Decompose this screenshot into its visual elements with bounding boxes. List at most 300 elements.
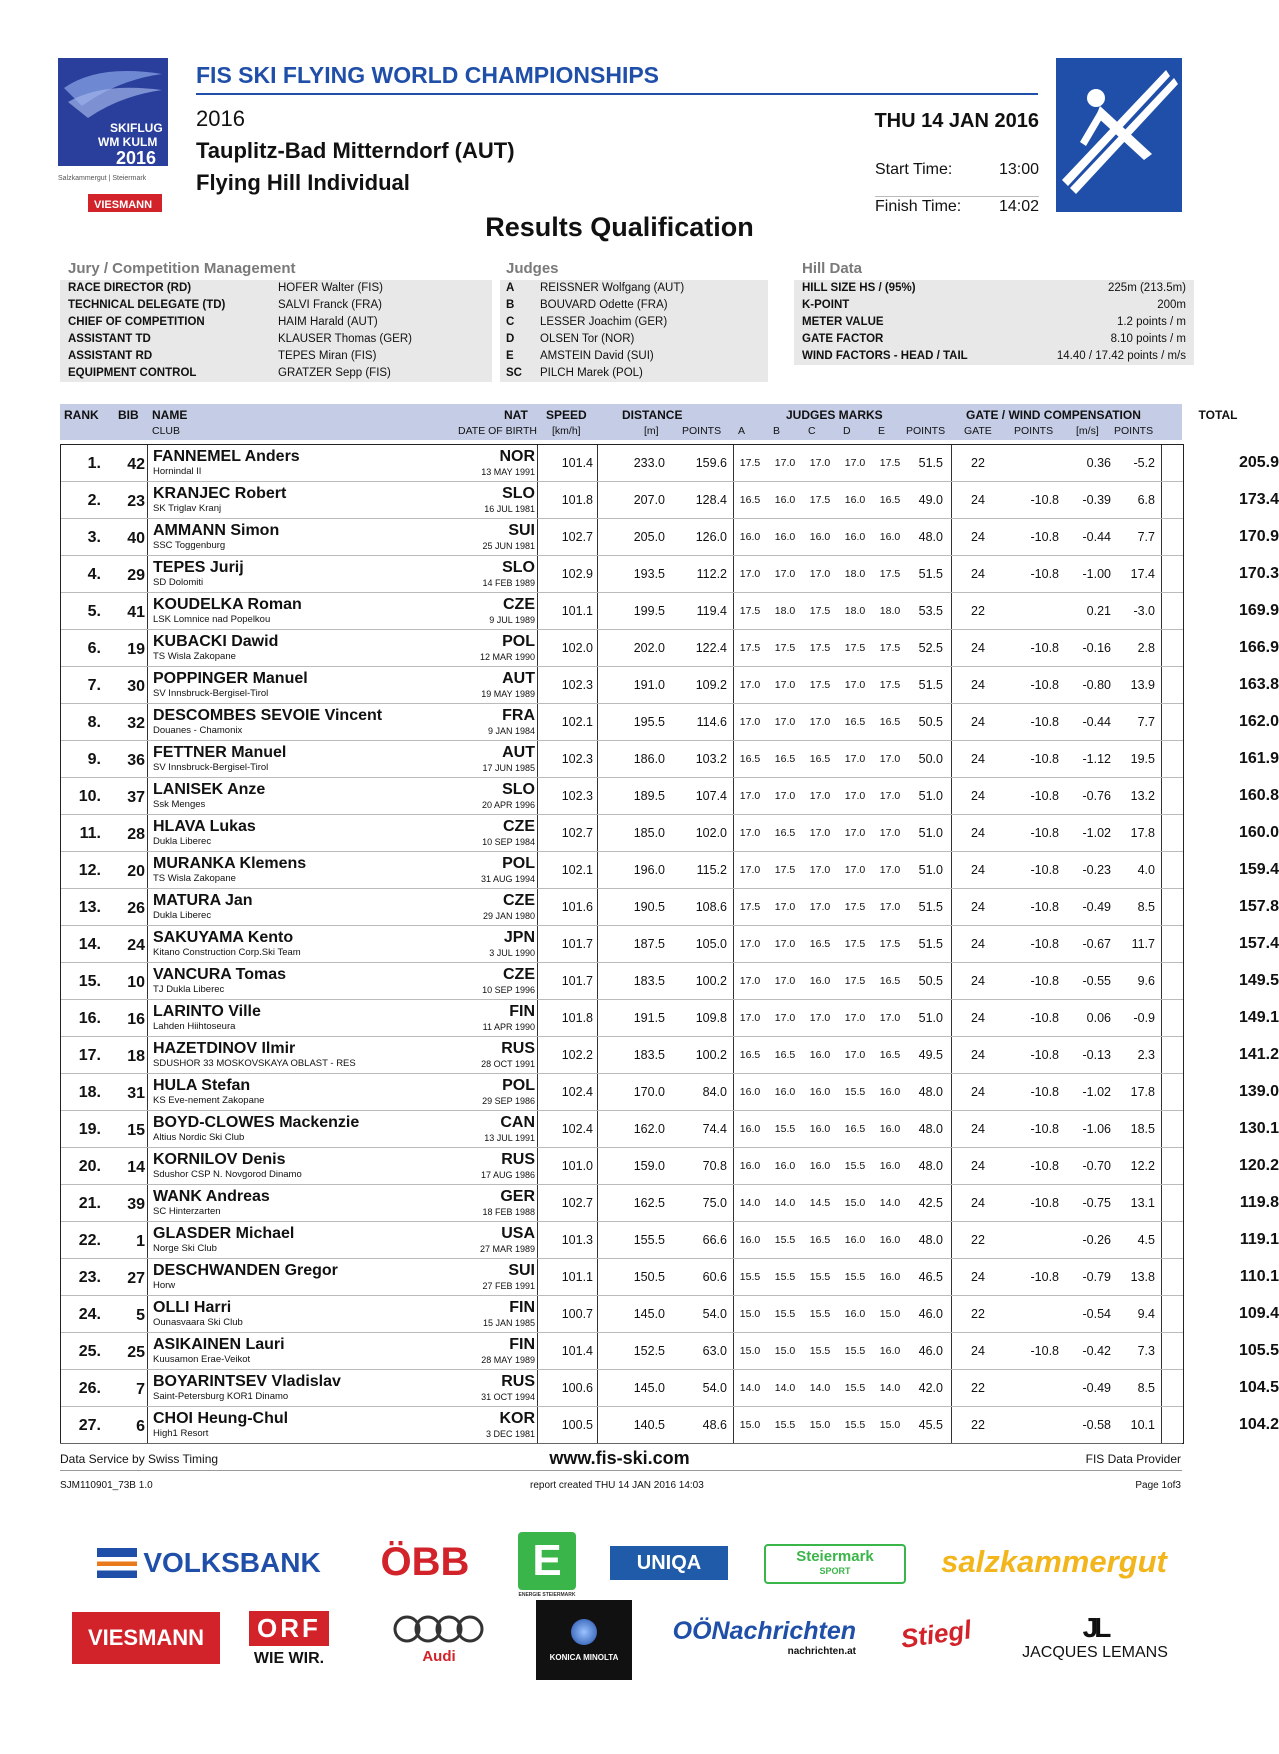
judges-row-value: BOUVARD Odette (FRA) (540, 299, 668, 311)
cell-judge-mark: 17.0 (844, 790, 866, 802)
table-row (61, 630, 1279, 667)
cell-speed: 102.0 (561, 641, 593, 655)
table-row (61, 741, 1279, 778)
cell-speed: 100.6 (561, 1381, 593, 1395)
cell-judge-mark: 17.0 (739, 679, 761, 691)
cell-judge-mark: 14.0 (739, 1382, 761, 1394)
cell-club: LSK Lomnice nad Popelkou (153, 614, 271, 625)
cell-total: 205.9 (1238, 454, 1279, 471)
cell-jpts: 53.5 (918, 604, 943, 618)
cell-speed: 101.8 (561, 493, 593, 507)
cell-rank: 17. (78, 1047, 101, 1064)
cell-judge-mark: 16.0 (844, 531, 866, 543)
table-row (61, 889, 1279, 926)
col-wind-points: POINTS (1114, 425, 1154, 437)
cell-name: ASIKAINEN Lauri (153, 1336, 285, 1353)
cell-dist: 186.0 (633, 752, 665, 766)
cell-rank: 10. (78, 788, 101, 805)
cell-judge-mark: 17.0 (844, 679, 866, 691)
cell-club: Horw (153, 1280, 176, 1291)
cell-judge-mark: 15.5 (774, 1123, 796, 1135)
cell-dpts: 70.8 (702, 1159, 727, 1173)
cell-dpts: 115.2 (696, 863, 727, 877)
judges-row (506, 331, 768, 348)
cell-nat: SLO (502, 559, 535, 576)
cell-total: 169.9 (1238, 602, 1279, 619)
judges-row-value: LESSER Joachim (GER) (540, 316, 668, 328)
cell-club: Ounasvaara Ski Club (153, 1317, 243, 1328)
cell-total: 160.8 (1238, 787, 1279, 804)
cell-dist: 183.5 (633, 1048, 665, 1062)
cell-nat: CAN (500, 1114, 535, 1131)
sponsor-volksbank-label: VOLKSBANK (143, 1547, 321, 1578)
cell-gate: 24 (971, 641, 985, 655)
cell-judge-mark: 17.0 (809, 827, 831, 839)
col-speed-unit: [km/h] (552, 425, 581, 437)
cell-judge-mark: 15.0 (774, 1345, 796, 1357)
cell-speed: 101.3 (561, 1233, 593, 1247)
cell-judge-mark: 16.0 (739, 531, 761, 543)
jury-row (68, 331, 492, 348)
cell-gpts: -10.8 (1030, 678, 1059, 692)
cell-name: KORNILOV Denis (153, 1151, 286, 1168)
cell-speed: 101.4 (561, 1344, 593, 1358)
cell-club: TJ Dukla Liberec (153, 984, 225, 995)
cell-ms: -0.70 (1082, 1159, 1111, 1173)
cell-jpts: 42.5 (918, 1196, 943, 1210)
cell-judge-mark: 15.5 (774, 1271, 796, 1283)
sponsor-steiermark (764, 1544, 906, 1584)
cell-total: 166.9 (1238, 639, 1279, 656)
cell-dist: 150.5 (633, 1270, 665, 1284)
cell-wpts: 7.7 (1137, 530, 1155, 544)
cell-nat: POL (502, 855, 535, 872)
cell-total: 170.9 (1238, 528, 1279, 545)
cell-judge-mark: 17.0 (739, 975, 761, 987)
cell-gpts: -10.8 (1030, 789, 1059, 803)
cell-total: 109.4 (1238, 1305, 1279, 1322)
cell-judge-mark: 16.5 (739, 494, 761, 506)
cell-ms: -1.06 (1082, 1122, 1111, 1136)
cell-judge-mark: 17.0 (774, 901, 796, 913)
cell-gpts: -10.8 (1030, 752, 1059, 766)
start-time-label: Start Time: (875, 161, 953, 178)
hill-row (802, 297, 1186, 314)
cell-gpts (1003, 1296, 1059, 1332)
hill-row-key: METER VALUE (802, 316, 884, 328)
cell-nat: USA (501, 1225, 535, 1242)
jury-row (68, 297, 492, 314)
cell-name: LANISEK Anze (153, 781, 266, 798)
cell-bib: 26 (127, 900, 145, 917)
jury-row-value: SALVI Franck (FRA) (278, 299, 382, 311)
cell-total: 149.1 (1238, 1009, 1279, 1026)
volksbank-icon (97, 1548, 137, 1578)
cell-jpts: 50.5 (918, 715, 943, 729)
cell-bib: 10 (127, 974, 145, 991)
cell-dist: 140.5 (633, 1418, 665, 1432)
cell-wpts: 4.0 (1137, 863, 1155, 877)
cell-nat: AUT (502, 670, 535, 687)
jury-row-key: RACE DIRECTOR (RD) (68, 282, 192, 294)
cell-total: 163.8 (1238, 676, 1279, 693)
hill-row-key: WIND FACTORS - HEAD / TAIL (802, 350, 968, 362)
cell-jpts: 48.0 (918, 1122, 943, 1136)
cell-speed: 102.9 (561, 567, 593, 581)
cell-rank: 1. (87, 455, 101, 472)
cell-nat: GER (500, 1188, 535, 1205)
judges-row-value: PILCH Marek (POL) (540, 367, 643, 379)
cell-bib: 25 (127, 1344, 145, 1361)
cell-name: WANK Andreas (153, 1188, 270, 1205)
championship-title: FIS SKI FLYING WORLD CHAMPIONSHIPS (196, 62, 660, 88)
jury-row-value: GRATZER Sepp (FIS) (278, 367, 391, 379)
table-row (61, 704, 1279, 741)
col-judge-b: B (773, 425, 781, 437)
cell-wpts: -3.0 (1133, 604, 1155, 618)
col-judges-points: POINTS (906, 425, 946, 437)
sponsor-energie-sub: ENERGIE STEIERMARK (518, 1592, 576, 1598)
cell-rank: 5. (87, 603, 101, 620)
cell-gpts: -10.8 (1030, 826, 1059, 840)
cell-judge-mark: 17.0 (809, 790, 831, 802)
hill-row-key: GATE FACTOR (802, 333, 884, 345)
cell-jpts: 49.0 (918, 493, 943, 507)
cell-judge-mark: 17.0 (774, 1012, 796, 1024)
cell-judge-mark: 17.5 (879, 679, 901, 691)
cell-dpts: 109.2 (695, 678, 727, 692)
table-row (61, 1000, 1279, 1037)
cell-name: HAZETDINOV Ilmir (153, 1040, 296, 1057)
fis-website-link[interactable]: www.fis-ski.com (549, 1448, 690, 1468)
cell-club: SDUSHOR 33 MOSKOVSKAYA OBLAST - RES (153, 1058, 356, 1069)
cell-jpts: 48.0 (918, 530, 943, 544)
cell-judge-mark: 16.0 (739, 1086, 761, 1098)
cell-judge-mark: 17.0 (879, 753, 901, 765)
cell-total: 170.3 (1238, 565, 1279, 582)
cell-judge-mark: 17.5 (844, 901, 866, 913)
table-row (61, 1222, 1279, 1259)
cell-ms: -0.39 (1082, 493, 1111, 507)
cell-dist: 162.5 (633, 1196, 665, 1210)
cell-name: MATURA Jan (153, 892, 253, 909)
cell-total: 159.4 (1238, 861, 1279, 878)
sponsor-orf (244, 1606, 334, 1672)
cell-dpts: 107.4 (695, 789, 727, 803)
col-speed: SPEED (546, 408, 587, 422)
cell-judge-mark: 16.0 (809, 975, 831, 987)
col-name: NAME (152, 408, 188, 422)
cell-dob: 3 DEC 1981 (485, 1429, 535, 1439)
cell-name: LARINTO Ville (153, 1003, 261, 1020)
cell-judge-mark: 16.0 (844, 1308, 866, 1320)
sponsor-oon-label: OÖNachrichten (672, 1617, 856, 1645)
sponsor-konica-minolta (536, 1600, 632, 1680)
cell-judge-mark: 14.0 (739, 1197, 761, 1209)
cell-wpts: 7.7 (1137, 715, 1155, 729)
logo-line1: SKIFLUG (110, 121, 163, 135)
cell-judge-mark: 17.0 (774, 975, 796, 987)
cell-judge-mark: 17.0 (809, 1012, 831, 1024)
cell-ms: -0.80 (1082, 678, 1111, 692)
cell-judge-mark: 16.0 (739, 1160, 761, 1172)
cell-judge-mark: 15.5 (739, 1271, 761, 1283)
cell-bib: 29 (127, 567, 145, 584)
cell-judge-mark: 17.0 (844, 1049, 866, 1061)
data-service-label: Data Service by Swiss Timing (60, 1452, 219, 1466)
cell-rank: 3. (87, 529, 101, 546)
cell-bib: 31 (127, 1085, 145, 1102)
cell-judge-mark: 16.0 (879, 1086, 901, 1098)
cell-wpts: 2.8 (1137, 641, 1155, 655)
cell-judge-mark: 17.5 (844, 975, 866, 987)
cell-ms: -0.79 (1082, 1270, 1111, 1284)
cell-club: TS Wisla Zakopane (153, 651, 236, 662)
judges-row-key: C (506, 316, 515, 328)
cell-gpts: -10.8 (1030, 567, 1059, 581)
cell-ms: -1.00 (1082, 567, 1111, 581)
table-row (61, 445, 1279, 482)
jury-row-key: ASSISTANT TD (68, 333, 151, 345)
cell-ms: -0.44 (1082, 715, 1111, 729)
cell-total: 157.8 (1238, 898, 1279, 915)
hill-row (802, 314, 1186, 331)
cell-gpts (1003, 1222, 1059, 1258)
cell-dob: 10 SEP 1984 (482, 837, 535, 847)
cell-jpts: 49.5 (918, 1048, 943, 1062)
cell-club: Norge Ski Club (153, 1243, 217, 1254)
table-row (61, 1370, 1279, 1407)
cell-rank: 9. (87, 751, 101, 768)
cell-judge-mark: 17.0 (844, 1012, 866, 1024)
cell-club: Dukla Liberec (153, 910, 212, 921)
cell-jpts: 46.5 (918, 1270, 943, 1284)
cell-name: HLAVA Lukas (153, 818, 256, 835)
cell-ms: -1.02 (1082, 826, 1111, 840)
cell-ms: -0.54 (1082, 1307, 1111, 1321)
cell-nat: RUS (501, 1040, 535, 1057)
table-row (61, 926, 1279, 963)
event-venue: Tauplitz-Bad Mitterndorf (AUT) (196, 138, 515, 163)
cell-judge-mark: 16.5 (844, 716, 866, 728)
cell-dist: 191.0 (633, 678, 665, 692)
cell-gate: 24 (971, 1048, 985, 1062)
cell-dob: 10 SEP 1996 (482, 985, 535, 995)
cell-speed: 101.0 (561, 1159, 593, 1173)
cell-dob: 27 FEB 1991 (482, 1281, 535, 1291)
cell-judge-mark: 16.0 (879, 1271, 901, 1283)
table-row (61, 1074, 1279, 1111)
cell-jpts: 51.0 (918, 1011, 943, 1025)
hill-row (802, 331, 1186, 348)
cell-total: 119.1 (1239, 1231, 1279, 1248)
cell-wpts: 13.1 (1130, 1196, 1155, 1210)
cell-speed: 100.5 (561, 1418, 593, 1432)
cell-gpts: -10.8 (1030, 900, 1059, 914)
cell-judge-mark: 15.5 (844, 1382, 866, 1394)
table-row (61, 667, 1279, 704)
cell-ms: -0.67 (1082, 937, 1111, 951)
cell-judge-mark: 17.5 (879, 938, 901, 950)
cell-dpts: 54.0 (702, 1381, 727, 1395)
sponsor-oon-sub: nachrichten.at (787, 1646, 856, 1657)
sponsor-volksbank (76, 1540, 342, 1586)
col-total: TOTAL (1198, 408, 1238, 422)
cell-judge-mark: 18.0 (774, 605, 796, 617)
cell-judge-mark: 16.5 (774, 753, 796, 765)
cell-nat: SLO (502, 781, 535, 798)
cell-rank: 14. (78, 936, 101, 953)
cell-bib: 37 (127, 789, 145, 806)
cell-gate: 24 (971, 567, 985, 581)
cell-name: POPPINGER Manuel (153, 670, 308, 687)
cell-judge-mark: 16.0 (739, 1234, 761, 1246)
hill-row (802, 280, 1186, 297)
cell-dpts: 122.4 (695, 641, 727, 655)
table-row (61, 815, 1279, 852)
col-judge-d: D (843, 425, 851, 437)
cell-club: SSC Toggenburg (153, 540, 226, 551)
cell-wpts: 6.8 (1137, 493, 1155, 507)
cell-judge-mark: 17.0 (739, 568, 761, 580)
cell-judge-mark: 16.5 (739, 1049, 761, 1061)
cell-dist: 152.5 (633, 1344, 665, 1358)
cell-dob: 27 MAR 1989 (479, 1244, 535, 1254)
page-number: Page 1of3 (1135, 1480, 1181, 1491)
cell-club: Douanes - Chamonix (153, 725, 243, 736)
cell-jpts: 48.0 (918, 1233, 943, 1247)
cell-judge-mark: 17.0 (879, 827, 901, 839)
logo-line2: WM KULM (98, 135, 158, 149)
cell-judge-mark: 16.0 (774, 531, 796, 543)
cell-judge-mark: 16.0 (774, 1086, 796, 1098)
cell-total: 149.5 (1238, 972, 1279, 989)
cell-gpts: -10.8 (1030, 1011, 1059, 1025)
col-gate: GATE (964, 425, 992, 437)
cell-judge-mark: 17.5 (879, 642, 901, 654)
cell-jpts: 48.0 (918, 1085, 943, 1099)
cell-judge-mark: 17.5 (844, 938, 866, 950)
cell-wpts: 17.4 (1130, 567, 1155, 581)
cell-judge-mark: 15.0 (879, 1308, 901, 1320)
cell-club: Kitano Construction Corp.Ski Team (153, 947, 301, 958)
cell-speed: 102.4 (561, 1122, 593, 1136)
cell-judge-mark: 15.0 (809, 1419, 831, 1431)
cell-judge-mark: 16.0 (844, 494, 866, 506)
results-table-header (60, 404, 1238, 440)
cell-dpts: 54.0 (702, 1307, 727, 1321)
cell-bib: 6 (136, 1418, 145, 1435)
cell-bib: 23 (127, 493, 145, 510)
cell-judge-mark: 17.5 (774, 642, 796, 654)
cell-judge-mark: 14.0 (879, 1197, 901, 1209)
cell-dpts: 159.6 (695, 456, 727, 470)
cell-total: 130.1 (1238, 1120, 1279, 1137)
header-divider (196, 93, 1038, 95)
col-judge-e: E (878, 425, 886, 437)
cell-gpts: -10.8 (1030, 493, 1059, 507)
cell-ms: -0.58 (1082, 1418, 1111, 1432)
judges-row-key: E (506, 350, 514, 362)
cell-speed: 102.2 (561, 1048, 593, 1062)
jury-row-key: ASSISTANT RD (68, 350, 153, 362)
event-name: Flying Hill Individual (196, 170, 410, 195)
cell-bib: 24 (127, 937, 145, 954)
cell-judge-mark: 16.5 (809, 753, 831, 765)
cell-judge-mark: 15.5 (809, 1308, 831, 1320)
judges-panel (500, 280, 768, 382)
championship-logo (58, 58, 182, 218)
cell-judge-mark: 16.5 (739, 753, 761, 765)
cell-total: 105.5 (1238, 1342, 1279, 1359)
cell-ms: -0.49 (1082, 900, 1111, 914)
event-date: THU 14 JAN 2016 (874, 110, 1039, 132)
col-dob: DATE OF BIRTH (458, 425, 537, 437)
jury-row (68, 280, 492, 297)
hill-title: Hill Data (802, 260, 863, 277)
cell-ms: -0.55 (1082, 974, 1111, 988)
cell-dist: 145.0 (633, 1381, 665, 1395)
cell-ms: -0.42 (1082, 1344, 1111, 1358)
cell-wpts: 9.6 (1137, 974, 1155, 988)
cell-nat: AUT (502, 744, 535, 761)
hill-row-value: 200m (1157, 299, 1186, 311)
cell-bib: 30 (127, 678, 145, 695)
cell-speed: 101.4 (561, 456, 593, 470)
cell-gate: 24 (971, 1344, 985, 1358)
cell-jpts: 46.0 (918, 1307, 943, 1321)
judges-row (506, 314, 768, 331)
cell-bib: 28 (127, 826, 145, 843)
cell-judge-mark: 16.0 (809, 1123, 831, 1135)
cell-bib: 36 (127, 752, 145, 769)
sponsor-oon (672, 1610, 856, 1664)
cell-nat: FRA (502, 707, 535, 724)
jury-row-value: HAIM Harald (AUT) (278, 316, 378, 328)
cell-jpts: 52.5 (918, 641, 943, 655)
cell-dpts: 109.8 (695, 1011, 727, 1025)
cell-dob: 11 APR 1990 (482, 1022, 535, 1032)
cell-dist: 207.0 (633, 493, 665, 507)
cell-bib: 7 (136, 1381, 145, 1398)
cell-judge-mark: 18.0 (844, 568, 866, 580)
cell-judge-mark: 17.5 (809, 605, 831, 617)
cell-speed: 102.7 (561, 530, 593, 544)
cell-dpts: 84.0 (702, 1085, 727, 1099)
judges-row-value: AMSTEIN David (SUI) (540, 350, 654, 362)
cell-judge-mark: 16.5 (809, 938, 831, 950)
judges-row-key: B (506, 299, 515, 311)
cell-jpts: 51.0 (918, 863, 943, 877)
cell-judge-mark: 16.5 (879, 1049, 901, 1061)
event-year: 2016 (196, 106, 245, 131)
cell-gpts (1003, 1407, 1059, 1443)
table-row (61, 556, 1279, 593)
cell-total: 104.5 (1238, 1379, 1279, 1396)
cell-gpts: -10.8 (1030, 974, 1059, 988)
jury-row (68, 365, 492, 382)
cell-total: 104.2 (1238, 1416, 1279, 1433)
sponsor-audi-label: Audi (422, 1647, 456, 1665)
cell-nat: CZE (503, 966, 535, 983)
cell-ms: -0.16 (1082, 641, 1111, 655)
cell-name: DESCHWANDEN Gregor (153, 1262, 338, 1279)
cell-judge-mark: 17.0 (739, 864, 761, 876)
cell-name: FANNEMEL Anders (153, 448, 300, 465)
cell-dist: 145.0 (633, 1307, 665, 1321)
cell-name: CHOI Heung-Chul (153, 1410, 289, 1427)
cell-club: SV Innsbruck-Bergisel-Tirol (153, 688, 269, 699)
